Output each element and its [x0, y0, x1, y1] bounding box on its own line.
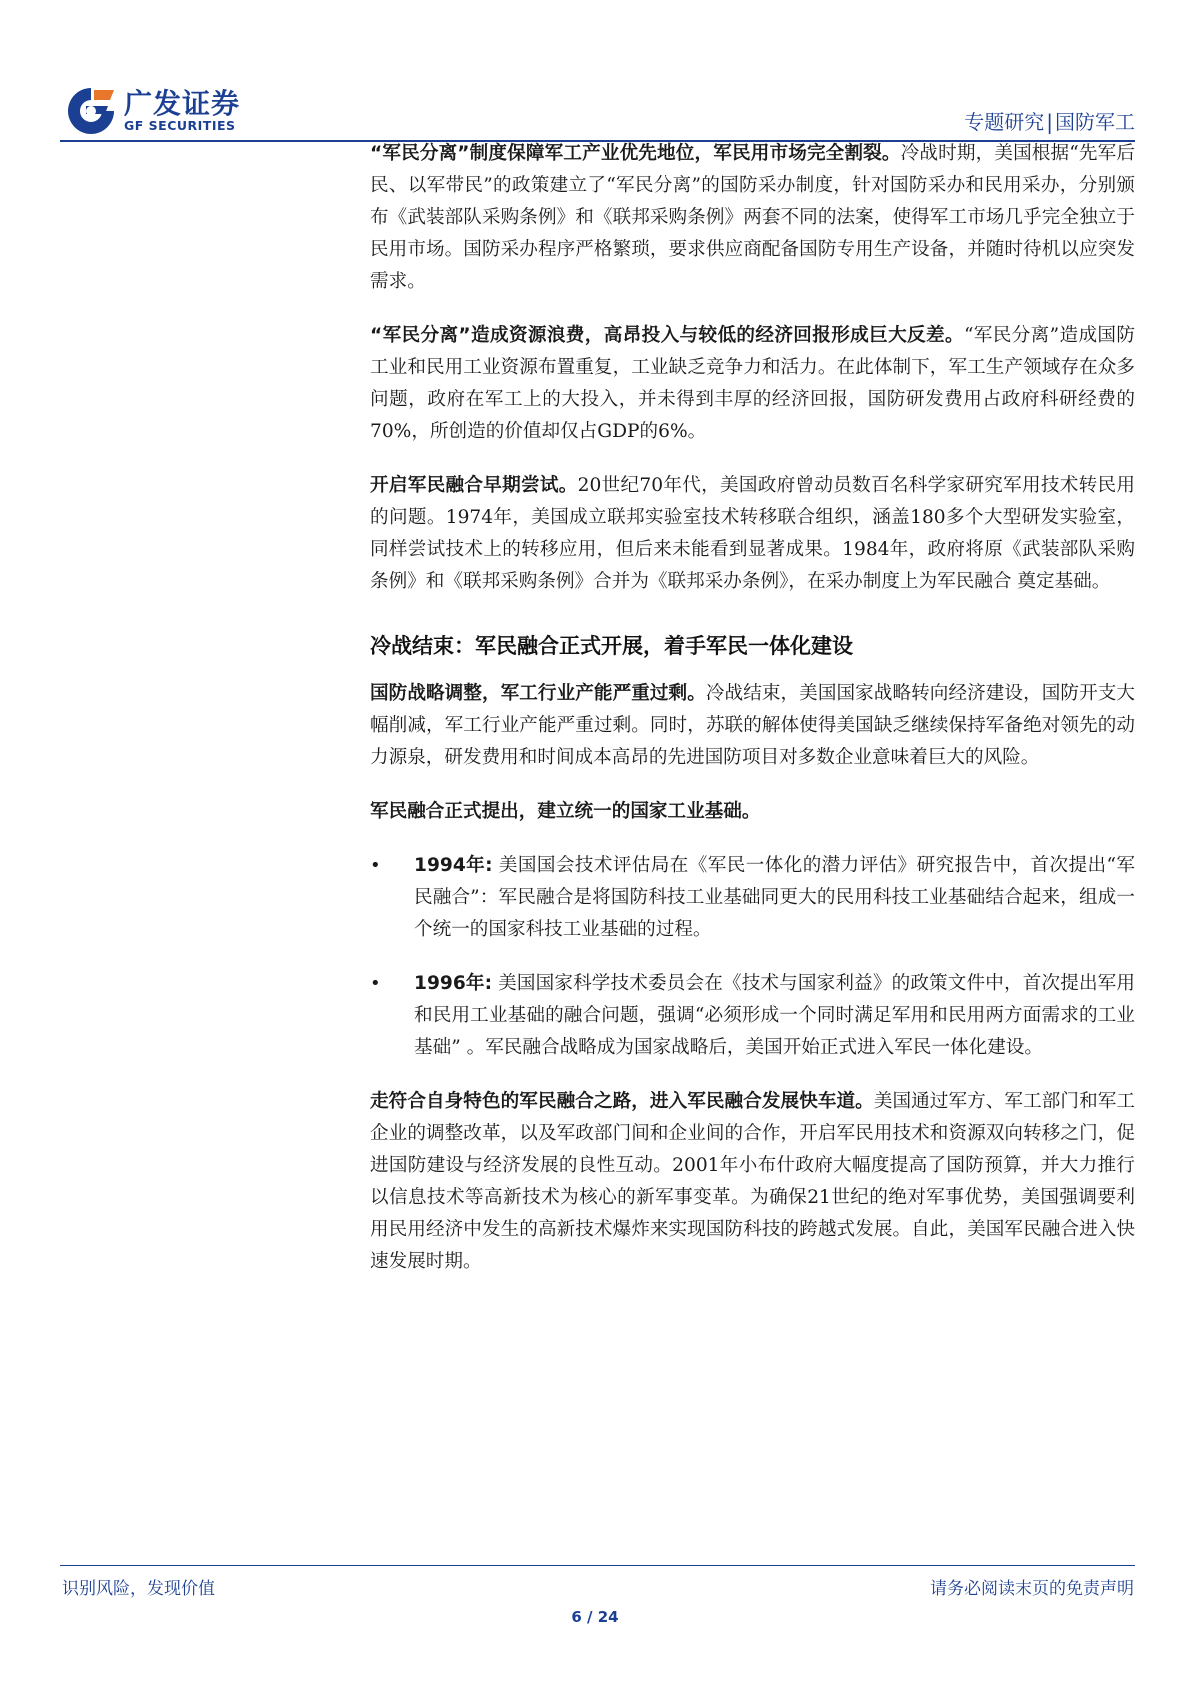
bullet-dot-icon: • [370, 973, 381, 994]
header-separator: | [1046, 110, 1053, 134]
section-title: 冷战结束：军民融合正式开展，着手军民一体化建设 [370, 634, 853, 658]
report-industry: 国防军工 [1055, 110, 1135, 134]
page-header [60, 78, 1135, 138]
footer-slogan: 识别风险，发现价值 [62, 1579, 215, 1599]
subheading: 军民融合正式提出，建立统一的国家工业基础。 [370, 801, 761, 822]
paragraph-lead: “军民分离”制度保障军工产业优先地位，军民用市场完全割裂。 [370, 143, 901, 164]
footer-disclaimer-notice: 请务必阅读末页的免责声明 [930, 1579, 1134, 1599]
paragraph-text: 冷战时期，美国根据“先军后民、以军带民”的政策建立了“军民分离”的国防采办制度，针对国防采办和民用采办，分别颁布《武装部队采购条例》和《联邦采购条例》两套不同的法案，使得军工市场几乎完全独立于民用市场。国防采办程序严格繁琐，要求供应商配备国防专用生产设备，并随时待机以应突发需求。 [370, 143, 1135, 292]
gf-logo-icon [64, 84, 118, 138]
paragraph [370, 138, 1135, 298]
bullet-year: 1994年: [414, 855, 493, 876]
report-category [964, 106, 1135, 135]
paragraph-lead: 国防战略调整，军工行业产能严重过剩。 [370, 683, 706, 704]
paragraph [370, 320, 1135, 448]
logo-english-name: GF SECURITIES [124, 118, 236, 133]
footer-divider [60, 1565, 1135, 1566]
paragraph-text: “军民分离”造成国防工业和民用工业资源布置重复，工业缺乏竞争力和活力。在此体制下，军工生产领域存在众多问题，政府在军工上的大投入，并未得到丰厚的经济回报，国防研发费用占政府科研经费的70%，所创造的价值却仅占GDP的6%。 [370, 325, 1135, 442]
logo-chinese-name: 广发证券 [124, 87, 241, 120]
report-type: 专题研究 [964, 110, 1045, 134]
bullet-year: 1996年: [414, 973, 493, 994]
paragraph-text: 美国通过军方、军工部门和军工企业的调整改革，以及军政部门间和企业间的合作，开启军民用技术和资源双向转移之门，促进国防建设与经济发展的良性互动。2001年小布什政府大幅度提高了国防预算，并大力推行以信息技术等高新技术为核心的新军事变革。为确保21世纪的绝对军事优势，美国强调要利用民用经济中发生的高新技术爆炸来实现国防科技的跨越式发展。自此，美国军民融合进入快速发展时期。 [370, 1091, 1135, 1272]
bullet-dot-icon: • [370, 855, 381, 876]
bullet-text: 美国国会技术评估局在《军民一体化的潜力评估》研究报告中，首次提出“军民融合”：军民融合是将国防科技工业基础同更大的民用科技工业基础结合起来，组成一个统一的国家科技工业基础的过程。 [414, 855, 1136, 940]
page-number: 6 / 24 [571, 1608, 619, 1626]
paragraph [370, 1086, 1135, 1278]
paragraph-lead: 走符合自身特色的军民融合之路，进入军民融合发展快车道。 [370, 1091, 874, 1112]
bullet-item [370, 850, 1135, 946]
bullet-item [370, 968, 1135, 1064]
paragraph-text: 20世纪70年代，美国政府曾动员数百名科学家研究军用技术转民用的问题。1974年，美国成立联邦实验室技术转移联合组织，涵盖180多个大型研发实验室，同样尝试技术上的转移应用，但后来未能看到显著成果。1984年，政府将原《武装部队采购条例》和《联邦采购条例》合并为《联邦采办条例》，在采办制度上为军民融合 奠定基础。 [370, 475, 1135, 592]
bullet-text: 美国国家科学技术委员会在《技术与国家利益》的政策文件中，首次提出军用和民用工业基础的融合问题，强调“必须形成一个同时满足军用和民用两方面需求的工业基础” 。军民融合战略成为国家战略后，美国开始正式进入军民一体化建设。 [414, 973, 1136, 1058]
paragraph-text: 冷战结束，美国国家战略转向经济建设，国防开支大幅削减，军工行业产能严重过剩。同时，苏联的解体使得美国缺乏继续保持军备绝对领先的动力源泉，研发费用和时间成本高昂的先进国防项目对多数企业意味着巨大的风险。 [370, 683, 1135, 768]
paragraph [370, 470, 1135, 598]
article-body [370, 138, 1135, 1300]
paragraph-lead: 开启军民融合早期尝试。 [370, 475, 578, 496]
paragraph [370, 678, 1135, 774]
paragraph-lead: “军民分离”造成资源浪费，高昂投入与较低的经济回报形成巨大反差。 [370, 325, 964, 346]
